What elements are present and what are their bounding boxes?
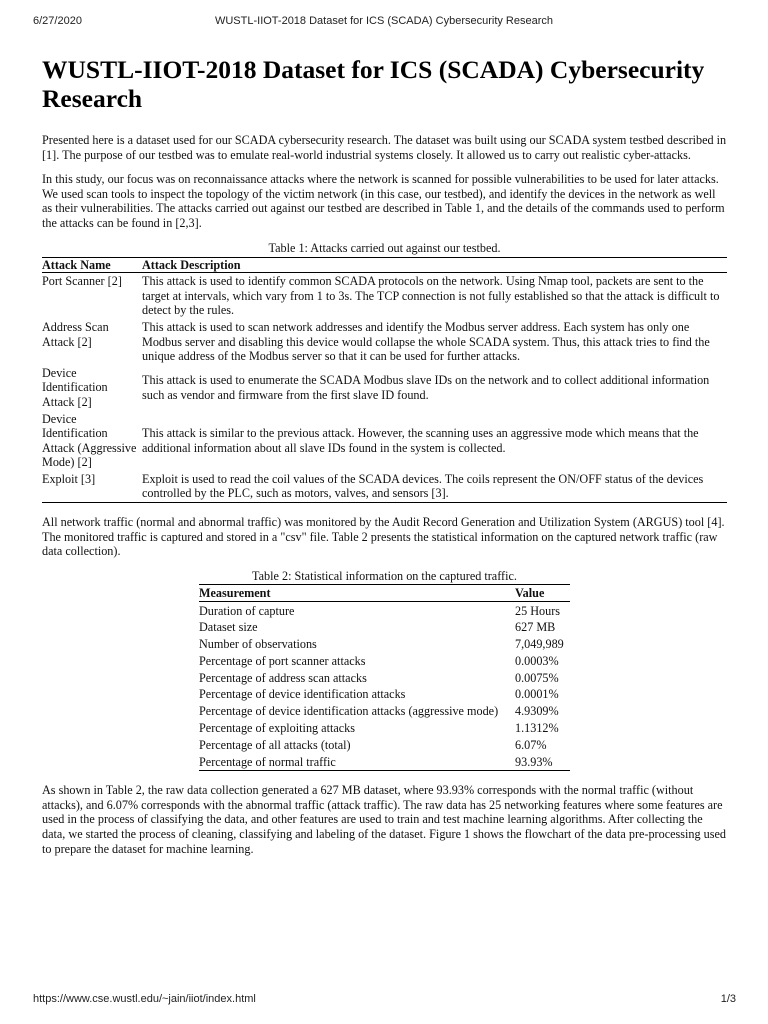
- table-row: [199, 670, 570, 687]
- value: 1.1312%: [515, 721, 559, 735]
- table-row: [199, 636, 570, 653]
- table-row: [199, 703, 570, 720]
- column-header: Attack Name: [42, 257, 142, 273]
- table-row: [42, 411, 727, 471]
- statistics-table-block: [42, 569, 727, 771]
- attack-description: This attack is used to identify common SCADA protocols on the network. Using Nmap tool, packets are sent to the target at intervals, which vary from 1 to 3s. The TCP connection is not fully established so that the attack is difficult to detect by the rules.: [142, 274, 720, 318]
- statistics-table: [199, 584, 570, 771]
- value: 0.0075%: [515, 670, 559, 685]
- measurement: Percentage of normal traffic: [199, 754, 336, 769]
- focus-paragraph: In this study, our focus was on reconnaissance attacks where the network is scanned for possible vulnerabilities to be used for later attacks. We used scan tools to inspect the topology of the victim network (in this case, our testbed), and identify the devices in the network as well as their vulnerabilities. The attacks carried out against our testbed are described in Table 1, and the details of the commands used to perform the attacks can be found in [2,3].: [42, 172, 725, 230]
- attack-description: Exploit is used to read the coil values of the SCADA devices. The coils represent the ON/OFF status of the devices controlled by the PLC, such as motors, valves, and sensors [3].: [142, 471, 704, 501]
- table-row: [199, 720, 570, 737]
- table-row: [199, 619, 570, 636]
- measurement: Percentage of all attacks (total): [199, 737, 351, 752]
- table-row: [42, 273, 727, 319]
- value: 25 Hours: [515, 603, 561, 618]
- intro-paragraph: Presented here is a dataset used for our SCADA cybersecurity research. The dataset was built using our SCADA system testbed described in [1]. The purpose of our testbed was to emulate real-world industrial systems closely. It allowed us to carry out realistic cyber-attacks.: [42, 133, 727, 162]
- table1-caption: Table 1: Attacks carried out against our testbed.: [268, 240, 501, 255]
- table-row: [42, 471, 727, 503]
- measurement: Percentage of device identification attacks (aggressive mode): [199, 704, 499, 719]
- measurement: Percentage of port scanner attacks: [199, 653, 366, 668]
- measurement: Number of observations: [199, 637, 317, 652]
- value: 0.0003%: [515, 653, 559, 668]
- page-title: WUSTL-IIOT-2018 Dataset for ICS (SCADA) Cybersecurity Research: [42, 55, 705, 113]
- column-header: Attack Description: [142, 257, 727, 273]
- summary-paragraph: As shown in Table 2, the raw data collection generated a 627 MB dataset, where 93.93% corresponds with the normal traffic (without attacks), and 6.07% corresponds with the abnormal traffic (attack traffic). The raw data has 25 networking features where some features are used in the process of classifying the data, and other features are used to train and test machine learning algorithms. After collecting the data, we started the process of cleaning, classifying and labeling of the dataset. Figure 1 shows the flowchart of the data pre-processing used to prepare the dataset for machine learning.: [42, 783, 726, 856]
- traffic-paragraph: All network traffic (normal and abnormal traffic) was monitored by the Audit Record Generation and Utilization System (ARGUS) tool [4]. The monitored traffic is captured and stored in a "csv" file. Table 2 presents the statistical information on the captured network traffic (raw data collection).: [42, 515, 725, 559]
- table-header-row: [199, 584, 570, 602]
- attacks-table: [42, 257, 727, 504]
- value: 627 MB: [515, 620, 556, 635]
- value: 0.0001%: [515, 687, 559, 702]
- measurement: Duration of capture: [199, 603, 295, 618]
- attack-name: Port Scanner [2]: [42, 274, 122, 289]
- attack-name: Exploit [3]: [42, 471, 96, 486]
- value: 6.07%: [515, 737, 547, 752]
- column-header: Value: [515, 584, 570, 602]
- measurement: Dataset size: [199, 620, 258, 635]
- document-body: [42, 55, 727, 866]
- attack-description: This attack is used to scan network addresses and identify the Modbus server address. Each system has only one Modbus server and disabling this device would collapse the whole SCADA system. Thus, this attack tries to find the unique address of the Modbus server so that it can be used for further attacks.: [142, 319, 710, 364]
- table-row: [199, 686, 570, 703]
- table-row: [42, 319, 727, 365]
- measurement: Percentage of device identification attacks: [199, 687, 406, 702]
- attack-description: This attack is similar to the previous attack. However, the scanning uses an aggressive mode which means that the additional information about all slave IDs found in the system is collected.: [142, 426, 699, 455]
- table-header-row: [42, 257, 727, 273]
- measurement: Percentage of exploiting attacks: [199, 721, 356, 735]
- column-header: Measurement: [199, 584, 515, 602]
- table2-caption: Table 2: Statistical information on the captured traffic.: [252, 568, 517, 583]
- page-number: 1/3: [720, 993, 736, 1005]
- attack-description: This attack is used to enumerate the SCADA Modbus slave IDs on the network and to collect additional information such as vendor and firmware from the first slave ID found.: [142, 373, 710, 402]
- attack-name: Device Identification Attack [2]: [42, 365, 108, 409]
- table-row: [42, 365, 727, 411]
- attack-name: Address Scan Attack [2]: [42, 319, 109, 349]
- value: 7,049,989: [515, 637, 564, 652]
- value: 93.93%: [515, 754, 553, 769]
- print-url: https://www.cse.wustl.edu/~jain/iiot/index.html: [33, 993, 256, 1005]
- attack-name: Device Identification Attack (Aggressive Mode) [2]: [42, 411, 137, 470]
- table-row: [199, 753, 570, 770]
- print-date: 6/27/2020: [33, 15, 82, 27]
- table-row: [199, 653, 570, 670]
- table-row: [199, 602, 570, 619]
- measurement: Percentage of address scan attacks: [199, 670, 367, 685]
- print-page-title: WUSTL-IIOT-2018 Dataset for ICS (SCADA) Cybersecurity Research: [214, 15, 554, 27]
- table-row: [199, 737, 570, 754]
- value: 4.9309%: [515, 704, 559, 719]
